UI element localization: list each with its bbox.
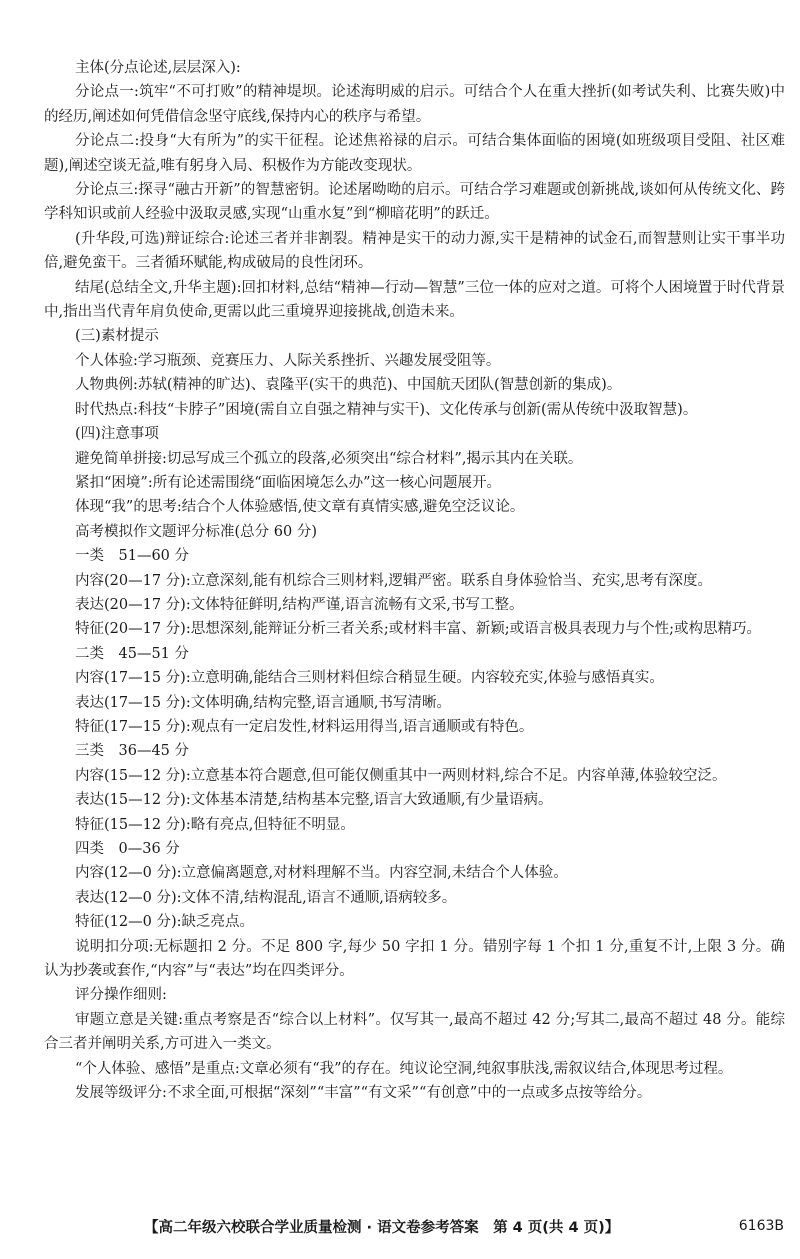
paragraph: 体现“我”的思考:结合个人体验感悟,使文章有真情实感,避免空泛议论。 xyxy=(75,499,525,516)
footer-code: 6163B xyxy=(738,1218,784,1234)
paragraph: 紧扣“困境”:所有论述需围绕“面临困境怎么办”这一核心问题展开。 xyxy=(75,474,502,491)
paragraph: 评分操作细则: xyxy=(75,987,167,1004)
paragraph: 时代热点:科技“卡脖子”困境(需自立自强之精神与实干)、文化传承与创新(需从传统中汲取智慧)。 xyxy=(75,401,698,418)
paragraph: “个人体验、感悟”是重点:文章必须有“我”的存在。纯议论空洞,纯叙事肤浅,需叙议结合,体现思考过程。 xyxy=(75,1060,733,1077)
paragraph: 审题立意是关键:重点考察是否“综合以上材料”。仅写其一,最高不超过 42 分;写其二,最高不超过 48 分。能综合三者并阐明关系,方可进入一类文。 xyxy=(44,1011,785,1053)
paragraph: 二类 45—51 分 xyxy=(75,645,190,662)
paragraph: 高考模拟作文题评分标准(总分 60 分) xyxy=(75,523,317,540)
paragraph: (四)注意事项 xyxy=(75,426,159,443)
paragraph: 结尾(总结全文,升华主题):回扣材料,总结“精神—行动—智慧”三位一体的应对之道。可将个人困境置于时代背景中,指出当代青年肩负使命,更需以此三重境界迎接挑战,创造未来。 xyxy=(44,279,785,321)
paragraph: 特征(12—0 分):缺乏亮点。 xyxy=(75,914,254,931)
page-footer xyxy=(0,1216,800,1246)
paragraph: 特征(17—15 分):观点有一定启发性,材料运用得当,语言通顺或有特色。 xyxy=(75,718,534,735)
footer-title: 【高二年级六校联合学业质量检测 · 语文卷参考答案 第 4 页(共 4 页)】 xyxy=(144,1220,620,1236)
paragraph: 说明扣分项:无标题扣 2 分。不足 800 字,每少 50 字扣 1 分。错别字每 1 个扣 1 分,重复不计,上限 3 分。确认为抄袭或套作,“内容”与“表达”均在四类评分。 xyxy=(44,938,785,980)
paragraph: 分论点一:筑牢“不可打败”的精神堤坝。论述海明威的启示。可结合个人在重大挫折(如考试失利、比赛失败)中的经历,阐述如何凭借信念坚守底线,保持内心的秩序与希望。 xyxy=(44,84,785,125)
paragraph: 内容(12—0 分):立意偏离题意,对材料理解不当。内容空洞,未结合个人体验。 xyxy=(75,865,568,882)
paragraph: 三类 36—45 分 xyxy=(75,743,190,760)
document-body xyxy=(44,56,785,1105)
paragraph: 主体(分点论述,层层深入): xyxy=(75,60,241,76)
paragraph: 避免简单拼接:切忌写成三个孤立的段落,必须突出“综合材料”,揭示其内在关联。 xyxy=(75,450,583,467)
paragraph: 特征(20—17 分):思想深刻,能辩证分析三者关系;或材料丰富、新颖;或语言极具表现力与个性;或构思精巧。 xyxy=(75,621,761,638)
paragraph: 四类 0—36 分 xyxy=(75,841,180,857)
paragraph: 分论点二:投身“大有所为”的实干征程。论述焦裕禄的启示。可结合集体面临的困境(如班级项目受阻、社区难题),阐述空谈无益,唯有躬身入局、积极作为方能改变现状。 xyxy=(44,133,785,174)
paragraph: (升华段,可选)辩证综合:论述三者并非割裂。精神是实干的动力源,实干是精神的试金石,而智慧则让实干事半功倍,避免蛮干。三者循环赋能,构成破局的良性闭环。 xyxy=(44,230,785,272)
paragraph: 发展等级评分:不求全面,可根据“深刻”“丰富”“有文采”“有创意”中的一点或多点按等给分。 xyxy=(75,1085,652,1102)
paragraph: 内容(15—12 分):立意基本符合题意,但可能仅侧重其中一两则材料,综合不足。内容单薄,体验较空泛。 xyxy=(75,767,727,784)
paragraph: 特征(15—12 分):略有亮点,但特征不明显。 xyxy=(75,816,355,833)
paragraph: 一类 51—60 分 xyxy=(75,548,190,565)
paragraph: 个人体验:学习瓶颈、竞赛压力、人际关系挫折、兴趣发展受阻等。 xyxy=(75,352,501,369)
paragraph: 人物典例:苏轼(精神的旷达)、袁隆平(实干的典范)、中国航天团队(智慧创新的集成)。 xyxy=(75,377,622,394)
paragraph: 表达(12—0 分):文体不清,结构混乱,语言不通顺,语病较多。 xyxy=(75,889,457,906)
paragraph: 表达(20—17 分):文体特征鲜明,结构严谨,语言流畅有文采,书写工整。 xyxy=(75,596,524,613)
paragraph: 表达(15—12 分):文体基本清楚,结构基本完整,语言大致通顺,有少量语病。 xyxy=(75,792,553,809)
paragraph: 内容(20—17 分):立意深刻,能有机综合三则材料,逻辑严密。联系自身体验恰当、充实,思考有深度。 xyxy=(75,572,713,589)
paragraph: 内容(17—15 分):立意明确,能结合三则材料但综合稍显生硬。内容较充实,体验与感悟真实。 xyxy=(75,670,664,687)
paragraph: (三)素材提示 xyxy=(75,328,159,345)
paragraph: 分论点三:探寻“融古开新”的智慧密钥。论述屠呦呦的启示。可结合学习难题或创新挑战,谈如何从传统文化、跨学科知识或前人经验中汲取灵感,实现“山重水复”到“柳暗花明”的跃迁。 xyxy=(44,182,785,223)
paragraph: 表达(17—15 分):文体明确,结构完整,语言通顺,书写清晰。 xyxy=(75,694,452,711)
